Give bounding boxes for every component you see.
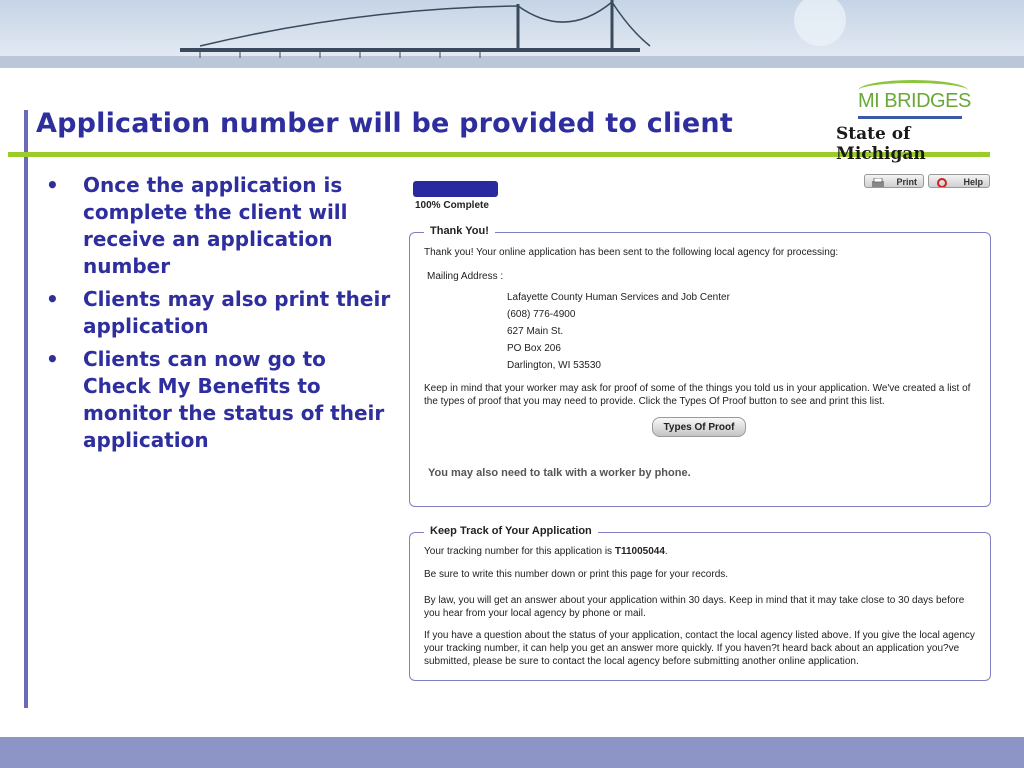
proof-note-line: the types of proof that you may need to provide. Click the Types Of Proof button to see and print this list.	[424, 396, 885, 407]
footer-bar	[0, 737, 1024, 768]
thank-you-intro: Thank you! Your online application has been sent to the following local agency for processing:	[424, 247, 839, 258]
tracking-prefix: Your tracking number for this application is	[424, 546, 615, 557]
print-button[interactable]	[864, 174, 924, 188]
bullet-item	[44, 286, 394, 340]
help-label: Help	[963, 177, 983, 187]
bullet-dot-icon: •	[46, 347, 59, 371]
thank-you-legend: Thank You!	[424, 225, 495, 237]
write-down-note: Be sure to write this number down or print this page for your records.	[424, 569, 729, 580]
types-of-proof-button[interactable]: Types Of Proof	[652, 417, 746, 437]
bullet-text: Clients can now go to Check My Benefits to monitor the status of their application	[83, 347, 385, 452]
bullet-list	[44, 172, 394, 460]
question-line: your tracking number, it can help you get an answer more quickly. If you haven?t heard back about an application you?ve	[424, 643, 960, 654]
by-law-line: By law, you will get an answer about your application within 30 days. Keep in mind that it may take close to 30 days before	[424, 595, 965, 606]
tracking-suffix: .	[664, 546, 668, 557]
logo-brand-text: MI BRIDGES	[858, 90, 971, 112]
address-line: (608) 776-4900	[507, 309, 576, 320]
lifebuoy-icon	[935, 178, 949, 188]
logo-underline	[858, 116, 962, 119]
help-button[interactable]	[928, 174, 990, 188]
mi-bridges-logo	[836, 78, 996, 164]
bullet-item	[44, 172, 394, 280]
bullet-item	[44, 346, 394, 454]
proof-note-line: Keep in mind that your worker may ask for proof of some of the things you told us in your application. We've created a list of	[424, 383, 971, 394]
tracking-number: T11005044	[614, 546, 665, 557]
by-law-line: you hear from your local agency by phone or mail.	[424, 608, 646, 619]
mailing-address-label: Mailing Address :	[427, 271, 504, 282]
phone-note: You may also need to talk with a worker by phone.	[428, 467, 691, 479]
slide-title: Application number will be provided to client	[36, 108, 733, 139]
address-line: Darlington, WI 53530	[507, 360, 601, 371]
title-accent-bar	[24, 110, 28, 708]
header-banner	[0, 0, 1024, 68]
bullet-dot-icon: •	[46, 287, 59, 311]
progress-bar	[413, 181, 498, 197]
bridge-image	[0, 0, 1024, 68]
agency-address	[507, 289, 730, 374]
print-label: Print	[896, 177, 917, 187]
address-line: Lafayette County Human Services and Job Center	[507, 292, 730, 303]
printer-icon	[871, 178, 885, 188]
progress-label: 100% Complete	[415, 200, 489, 211]
address-line: PO Box 206	[507, 343, 561, 354]
question-line: If you have a question about the status of your application, contact the local agency listed above. If you give the local agency	[424, 630, 975, 641]
address-line: 627 Main St.	[507, 326, 564, 337]
keep-track-panel	[409, 525, 991, 681]
bullet-dot-icon: •	[46, 173, 59, 197]
keep-track-legend: Keep Track of Your Application	[424, 525, 598, 537]
logo-state-text: State of Michigan	[836, 124, 926, 164]
question-line: submitted, please be sure to contact the local agency before submitting another online application.	[424, 656, 859, 667]
bullet-text: Clients may also print their application	[83, 287, 391, 338]
bullet-text: Once the application is complete the client will receive an application number	[83, 173, 348, 278]
tracking-number-line	[424, 545, 668, 558]
thank-you-panel	[409, 225, 991, 507]
